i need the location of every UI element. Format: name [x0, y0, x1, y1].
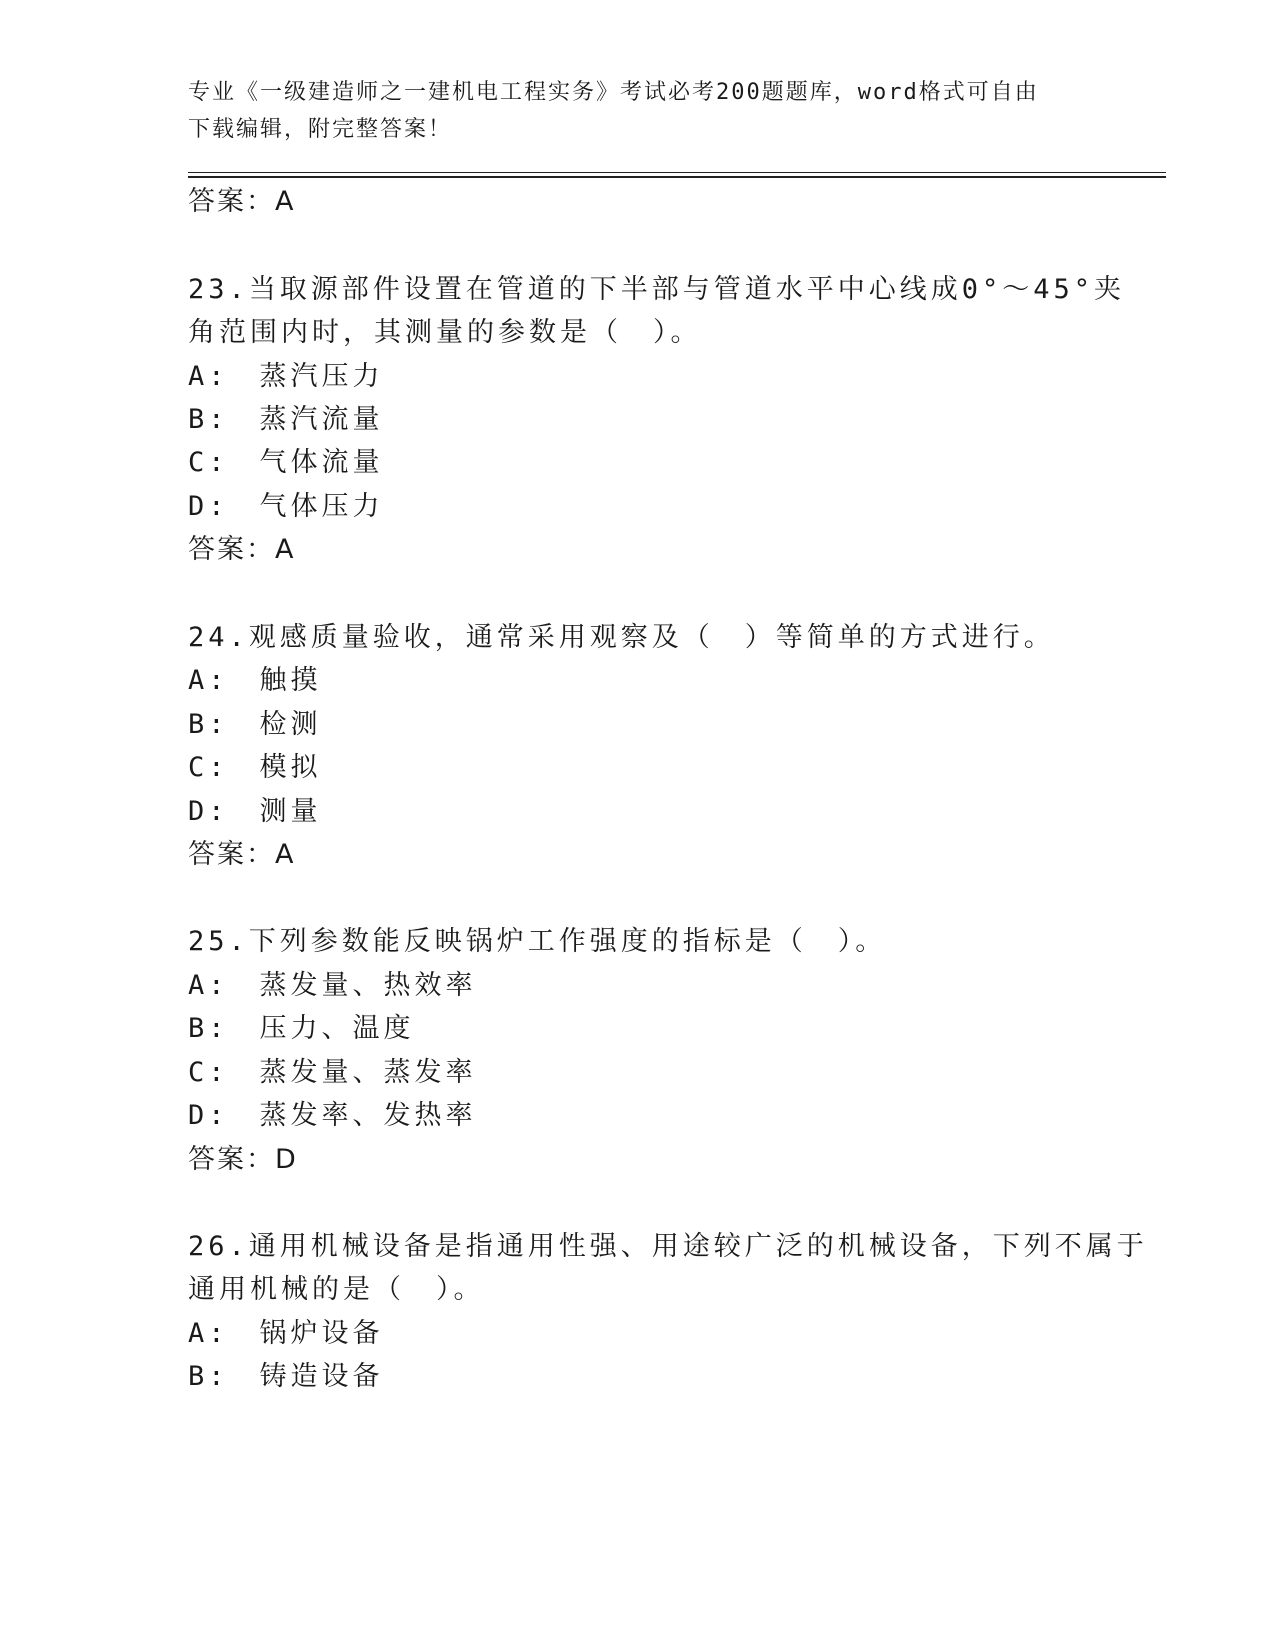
question-stem: 角范围内时，其测量的参数是（ ）。 [188, 317, 702, 348]
option-a: A: 锅炉设备 [188, 1318, 384, 1349]
question-stem: 24.观感质量验收，通常采用观察及（ ）等简单的方式进行。 [188, 622, 1055, 653]
document-header [188, 74, 1088, 148]
option-c: C: 模拟 [188, 752, 322, 783]
option-c: C: 气体流量 [188, 447, 384, 478]
question-stem: 25.下列参数能反映锅炉工作强度的指标是（ ）。 [188, 926, 887, 957]
answer-text: 答案：A [188, 534, 296, 565]
option-d: D: 测量 [188, 796, 322, 827]
option-a: A: 触摸 [188, 665, 322, 696]
option-b: B: 铸造设备 [188, 1361, 384, 1392]
option-a: A: 蒸汽压力 [188, 361, 384, 392]
header-rule-thick [188, 176, 1166, 178]
answer-text: 答案：D [188, 1144, 298, 1175]
option-b: B: 蒸汽流量 [188, 404, 384, 435]
header-rule-thin [188, 172, 1166, 173]
option-b: B: 检测 [188, 709, 322, 740]
answer-text: 答案：A [188, 839, 296, 870]
header-line-2: 下载编辑，附完整答案！ [188, 117, 453, 142]
question-stem: 通用机械的是（ ）。 [188, 1274, 485, 1305]
option-c: C: 蒸发量、蒸发率 [188, 1057, 477, 1088]
question-stem: 26.通用机械设备是指通用性强、用途较广泛的机械设备，下列不属于 [188, 1231, 1148, 1262]
option-d: D: 蒸发率、发热率 [188, 1100, 477, 1131]
option-d: D: 气体压力 [188, 491, 384, 522]
option-b: B: 压力、温度 [188, 1013, 415, 1044]
option-a: A: 蒸发量、热效率 [188, 970, 477, 1001]
header-line-1: 专业《一级建造师之一建机电工程实务》考试必考200题题库，word格式可自由 [188, 80, 1039, 105]
question-stem: 23.当取源部件设置在管道的下半部与管道水平中心线成0°～45°夹 [188, 274, 1126, 305]
answer-text: 答案：A [188, 186, 296, 217]
